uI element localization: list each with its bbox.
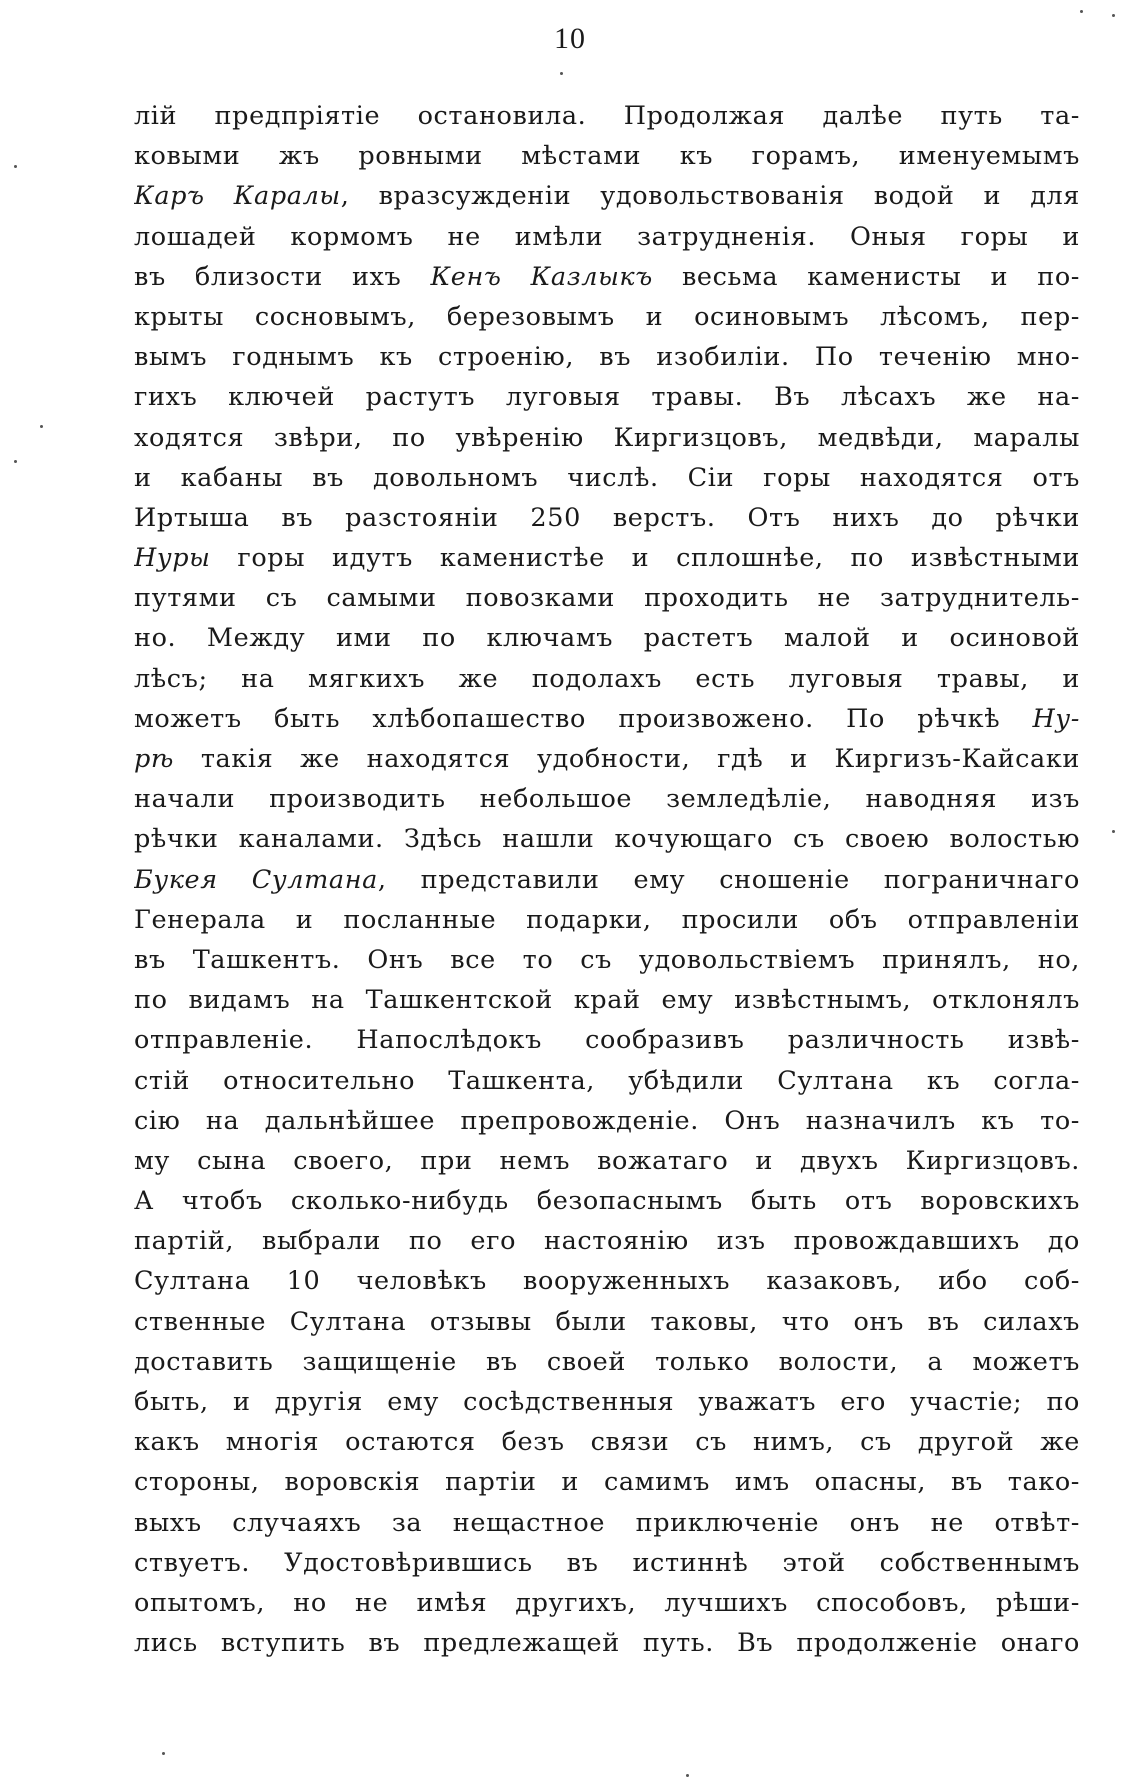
text-run: по видамъ на Ташкентской край ему извѣстнымъ, отклонялъ bbox=[134, 985, 1080, 1016]
text-run: но. Между ими по ключамъ растетъ малой и осиновой bbox=[134, 623, 1080, 654]
text-run: лій предпріятіе остановила. Продолжая далѣе путь та- bbox=[134, 101, 1080, 131]
text-line bbox=[134, 659, 1080, 699]
text-line bbox=[134, 860, 1080, 900]
text-run: , представили ему сношеніе пограничнаго bbox=[377, 864, 1080, 895]
text-line bbox=[134, 176, 1080, 216]
text-run: му сына своего, при немъ вожатаго и двухъ Киргизцовъ. bbox=[134, 1145, 1080, 1176]
text-line bbox=[134, 980, 1080, 1020]
text-run: какъ многія остаются безъ связи съ нимъ, съ другой же bbox=[134, 1427, 1080, 1458]
scan-speck bbox=[14, 460, 17, 463]
text-run: и кабаны въ довольномъ числѣ. Сіи горы находятся отъ bbox=[134, 462, 1080, 493]
text-run: ственные Султана отзывы были таковы, что онъ въ силахъ bbox=[134, 1306, 1080, 1337]
page-number: 10 bbox=[554, 22, 586, 55]
text-run: лошадей кормомъ не имѣли затрудненія. Оныя горы и bbox=[134, 221, 1080, 252]
text-run: начали производить небольшое земледѣліе, наводняя изъ bbox=[134, 784, 1080, 815]
italic-name: Кенъ Казлыкъ bbox=[430, 261, 653, 292]
text-run: сію на дальнѣйшее препровожденіе. Онъ назначилъ къ то- bbox=[134, 1105, 1080, 1136]
text-line bbox=[134, 297, 1080, 337]
text-run: горы идутъ каменистѣе и сплошнѣе, по извѣстными bbox=[210, 543, 1080, 574]
italic-name: Нуры bbox=[134, 543, 211, 574]
text-line bbox=[134, 96, 1080, 136]
text-run: партій, выбрали по его настоянію изъ провождавшихъ до bbox=[134, 1226, 1080, 1257]
text-run: ходятся звѣри, по увѣренію Киргизцовъ, медвѣди, маралы bbox=[134, 422, 1080, 453]
text-line bbox=[134, 578, 1080, 618]
text-line bbox=[134, 1342, 1080, 1382]
text-run: Иртыша въ разстояніи 250 верстъ. Отъ нихъ до рѣчки bbox=[134, 502, 1080, 533]
text-line bbox=[134, 1101, 1080, 1141]
text-line bbox=[134, 1181, 1080, 1221]
text-run: путями съ самыми повозками проходить не затруднитель- bbox=[134, 583, 1080, 614]
text-line bbox=[134, 1020, 1080, 1060]
text-run: въ близости ихъ bbox=[134, 261, 431, 292]
text-line bbox=[134, 217, 1080, 257]
text-run: стороны, воровскія партіи и самимъ имъ опасны, въ тако- bbox=[134, 1467, 1080, 1498]
text-run: стій относительно Ташкента, убѣдили Султана къ согла- bbox=[134, 1065, 1080, 1096]
text-run: ствуетъ. Удостовѣрившись въ истиннѣ этой собственнымъ bbox=[134, 1547, 1080, 1578]
text-run: быть, и другія ему сосѣдственныя уважатъ его участіе; по bbox=[134, 1387, 1080, 1417]
text-line bbox=[134, 337, 1080, 377]
text-line bbox=[134, 1422, 1080, 1462]
scan-speck bbox=[162, 1752, 165, 1755]
scan-speck bbox=[560, 72, 563, 75]
scan-speck bbox=[1080, 10, 1083, 13]
text-line bbox=[134, 819, 1080, 859]
text-line bbox=[134, 940, 1080, 980]
text-run: можетъ быть хлѣбопашество произвожено. По рѣчкѣ bbox=[134, 703, 1033, 734]
italic-name: Ну- bbox=[1032, 703, 1080, 734]
text-line bbox=[134, 538, 1080, 578]
text-line bbox=[134, 1583, 1080, 1623]
text-run: Генерала и посланные подарки, просили объ отправленіи bbox=[134, 904, 1080, 935]
text-run: Султана 10 человѣкъ вооруженныхъ казаковъ, ибо соб- bbox=[134, 1266, 1080, 1297]
text-run: А чтобъ сколько-нибудь безопаснымъ быть отъ воровскихъ bbox=[134, 1186, 1080, 1217]
text-line bbox=[134, 1141, 1080, 1181]
text-run: рѣчки каналами. Здѣсь нашли кочующаго съ своею волостью bbox=[134, 824, 1080, 855]
text-line bbox=[134, 377, 1080, 417]
text-line bbox=[134, 1221, 1080, 1261]
text-run: лѣсъ; на мягкихъ же подолахъ есть луговыя травы, и bbox=[134, 663, 1080, 694]
text-run: въ Ташкентъ. Онъ все то съ удовольствіемъ принялъ, но, bbox=[134, 944, 1080, 975]
text-line bbox=[134, 900, 1080, 940]
text-run: выхъ случаяхъ за нещастное приключеніе онъ не отвѣт- bbox=[134, 1507, 1080, 1538]
scan-speck bbox=[686, 1774, 689, 1777]
text-run: такія же находятся удобности, гдѣ и Киргизъ-Кайсаки bbox=[174, 744, 1080, 774]
text-line bbox=[134, 618, 1080, 658]
text-line bbox=[134, 1061, 1080, 1101]
italic-name: рѣ bbox=[134, 744, 175, 774]
text-line bbox=[134, 136, 1080, 176]
scan-speck bbox=[40, 425, 43, 428]
scan-speck bbox=[1112, 14, 1115, 17]
text-run: лись вступить въ предлежащей путь. Въ продолженіе онаго bbox=[134, 1628, 1080, 1659]
text-line bbox=[134, 1261, 1080, 1301]
text-line bbox=[134, 1503, 1080, 1543]
text-line bbox=[134, 1462, 1080, 1502]
text-run: крыты сосновымъ, березовымъ и осиновымъ лѣсомъ, пер- bbox=[134, 301, 1080, 332]
text-run: отправленіе. Напослѣдокъ сообразивъ различность извѣ- bbox=[134, 1025, 1080, 1056]
italic-name: Букея Султана bbox=[134, 864, 378, 895]
text-line bbox=[134, 1302, 1080, 1342]
text-run: гихъ ключей растутъ луговыя травы. Въ лѣсахъ же на- bbox=[134, 382, 1080, 413]
text-line bbox=[134, 257, 1080, 297]
text-run: опытомъ, но не имѣя другихъ, лучшихъ способовъ, рѣши- bbox=[134, 1587, 1080, 1618]
scan-speck bbox=[14, 165, 17, 168]
text-line bbox=[134, 1623, 1080, 1663]
text-line bbox=[134, 1382, 1080, 1422]
text-run: весьма каменисты и по- bbox=[652, 261, 1080, 292]
text-run: доставить защищеніе въ своей только волости, а можетъ bbox=[134, 1346, 1080, 1377]
text-run: ковыми жъ ровными мѣстами къ горамъ, именуемымъ bbox=[134, 141, 1080, 172]
text-run: вымъ годнымъ къ строенію, въ изобиліи. По теченію мно- bbox=[134, 342, 1080, 373]
text-line bbox=[134, 498, 1080, 538]
body-text bbox=[134, 96, 1080, 1663]
text-line bbox=[134, 458, 1080, 498]
italic-name: Каръ Каралы bbox=[134, 181, 341, 212]
text-line bbox=[134, 699, 1080, 739]
text-run: , вразсужденіи удовольствованія водой и для bbox=[340, 181, 1080, 212]
text-line bbox=[134, 418, 1080, 458]
text-line bbox=[134, 739, 1080, 779]
text-line bbox=[134, 1543, 1080, 1583]
text-line bbox=[134, 779, 1080, 819]
scan-speck bbox=[1112, 830, 1115, 833]
